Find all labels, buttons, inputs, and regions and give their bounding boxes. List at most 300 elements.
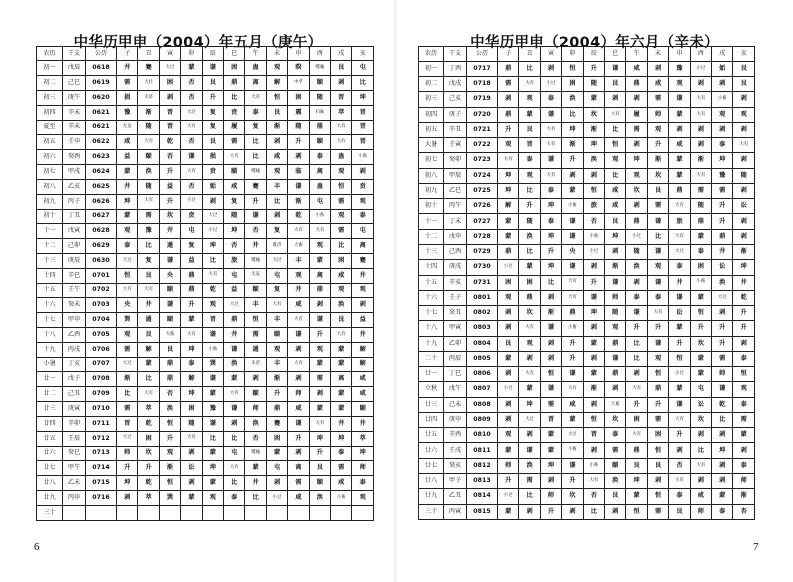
hexagram-cell: 谦: [540, 321, 561, 336]
gregorian-date-cell: 0706: [86, 342, 117, 357]
hexagram-cell: 蒙: [540, 443, 561, 458]
hexagram-cell: 噬嗑: [245, 253, 266, 268]
hexagram-cell: 观: [712, 107, 733, 122]
hexagram-cell: 随: [224, 209, 245, 224]
hexagram-cell: 蒙: [498, 351, 519, 366]
hexagram-cell: 小过: [202, 224, 223, 239]
hexagram-cell: 大有: [202, 268, 223, 283]
column-header: 寅: [159, 47, 180, 61]
hexagram-cell: 涣: [224, 357, 245, 372]
hexagram-cell: 剥: [519, 351, 540, 366]
hexagram-cell: 大有: [224, 461, 245, 476]
hexagram-cell: 剥: [626, 92, 647, 107]
hexagram-cell: 随: [309, 91, 330, 106]
hexagram-cell: 晋: [540, 412, 561, 427]
hexagram-cell: 蒙: [266, 446, 287, 461]
hexagram-cell: 噬嗑: [309, 61, 330, 76]
hexagram-cell: 观: [733, 107, 755, 122]
hexagram-cell: 大有: [669, 474, 690, 489]
hexagram-cell: 井: [352, 328, 374, 343]
hexagram-cell: 小过: [626, 229, 647, 244]
hexagram-cell: 泰: [669, 260, 690, 275]
hexagram-cell: 晋: [117, 416, 138, 431]
gregorian-date-cell: 0702: [86, 283, 117, 298]
hexagram-cell: 小过: [498, 489, 519, 504]
hexagram-cell: 剥: [288, 150, 309, 165]
table-row: [37, 135, 374, 150]
hexagram-cell: 蒙: [245, 461, 266, 476]
hexagram-cell: 剥: [288, 372, 309, 387]
lunar-day-cell: 廿三: [419, 397, 444, 412]
ganzhi-cell: 戊寅: [63, 224, 86, 239]
hexagram-cell: 恒: [583, 412, 604, 427]
ganzhi-cell: 丙辰: [444, 351, 467, 366]
hexagram-cell: 中孚: [288, 76, 309, 91]
hexagram-cell: 蒙: [669, 382, 690, 397]
hexagram-cell: 比: [138, 239, 159, 254]
hexagram-cell: 需: [540, 397, 561, 412]
hexagram-cell: 复: [224, 194, 245, 209]
ganzhi-cell: [63, 505, 86, 520]
hexagram-cell: 渐: [605, 260, 626, 275]
hexagram-cell: 萃: [331, 105, 352, 120]
gregorian-date-cell: 0813: [467, 474, 498, 489]
hexagram-cell: 艮: [159, 342, 180, 357]
hexagram-cell: 观: [498, 138, 519, 153]
hexagram-cell: 剥: [669, 122, 690, 137]
hexagram-cell: 升: [562, 474, 583, 489]
hexagram-cell: 剥: [583, 443, 604, 458]
hexagram-cell: 大有: [309, 416, 330, 431]
gregorian-date-cell: 0809: [467, 412, 498, 427]
hexagram-cell: 咸: [331, 476, 352, 491]
hexagram-cell: 恒: [540, 367, 561, 382]
hexagram-cell: 否: [669, 458, 690, 473]
hexagram-cell: 未济: [245, 357, 266, 372]
hexagram-cell: 坤: [352, 91, 374, 106]
hexagram-cell: 谦: [224, 342, 245, 357]
gregorian-date-cell: 0626: [86, 194, 117, 209]
hexagram-cell: 蒙: [690, 229, 711, 244]
hexagram-cell: 坤: [540, 229, 561, 244]
hexagram-cell: 大畜: [288, 239, 309, 254]
hexagram-cell: 坎: [690, 412, 711, 427]
hexagram-cell: 剥: [733, 443, 755, 458]
hexagram-cell: 涣: [245, 416, 266, 431]
hexagram-cell: 谦: [583, 290, 604, 305]
hexagram-cell: 颐: [309, 135, 330, 150]
hexagram-cell: 讼: [181, 461, 202, 476]
hexagram-cell: 蒙: [309, 357, 330, 372]
hexagram-cell: 谦: [309, 313, 330, 328]
hexagram-cell: 睽: [288, 61, 309, 76]
hexagram-cell: 蒙: [498, 443, 519, 458]
hexagram-cell: 大壮: [138, 76, 159, 91]
hexagram-cell: 讼: [712, 260, 733, 275]
hexagram-cell: 泰: [540, 92, 561, 107]
lunar-day-cell: 大暑: [419, 138, 444, 153]
hexagram-cell: 剥: [626, 275, 647, 290]
hexagram-cell: 需: [117, 76, 138, 91]
hexagram-cell: 谦: [562, 367, 583, 382]
hexagram-cell: 颐: [352, 402, 374, 417]
column-header: 干支: [63, 47, 86, 61]
hexagram-cell: 咸: [690, 489, 711, 504]
hexagram-cell: 复: [266, 283, 287, 298]
hexagram-cell: 需: [712, 351, 733, 366]
lunar-day-cell: 廿四: [419, 412, 444, 427]
hexagram-cell: 离: [352, 239, 374, 254]
hexagram-cell: 大有: [138, 135, 159, 150]
hexagram-cell: 恒: [669, 351, 690, 366]
hexagram-cell: 需: [309, 372, 330, 387]
hexagram-cell: 蒙: [669, 153, 690, 168]
hexagram-cell: 剥: [181, 476, 202, 491]
hexagram-cell: 比: [245, 150, 266, 165]
hexagram-cell: 艮: [331, 61, 352, 76]
hexagram-cell: 旅: [583, 199, 604, 214]
hexagram-cell: 离: [309, 268, 330, 283]
hexagram-cell: 泰: [540, 183, 561, 198]
hexagram-cell: 观: [266, 342, 287, 357]
hexagram-cell: 剥: [331, 76, 352, 91]
hexagram-cell: 剥: [181, 446, 202, 461]
hexagram-cell: 艮: [733, 61, 755, 76]
hexagram-cell: 鼎: [626, 77, 647, 92]
ganzhi-cell: 甲戌: [63, 165, 86, 180]
lunar-day-cell: 十九: [37, 342, 63, 357]
table-row: [419, 321, 755, 336]
hexagram-cell: 鼎: [309, 283, 330, 298]
ganzhi-cell: 丁巳: [444, 367, 467, 382]
hexagram-cell: 升: [669, 336, 690, 351]
ganzhi-cell: 丙戌: [63, 342, 86, 357]
hexagram-cell: 剥: [583, 397, 604, 412]
left-page: [0, 0, 396, 582]
hexagram-cell: 央: [117, 298, 138, 313]
hexagram-cell: 蒙: [519, 260, 540, 275]
hexagram-cell: 升: [519, 199, 540, 214]
column-header: 公历: [467, 47, 498, 62]
hexagram-cell: 坎: [690, 336, 711, 351]
hexagram-cell: 谦: [224, 402, 245, 417]
hexagram-cell: 困: [519, 275, 540, 290]
hexagram-cell: 艮: [519, 122, 540, 137]
hexagram-cell: 屯: [266, 268, 287, 283]
hexagram-cell: 困: [224, 61, 245, 76]
page-title: 中华历甲申（2004）年六月（辛未）: [470, 35, 719, 51]
hexagram-cell: 坤: [224, 224, 245, 239]
hexagram-cell: 颐: [159, 283, 180, 298]
hexagram-cell: 蒙: [224, 372, 245, 387]
hexagram-cell: 蒙: [712, 489, 733, 504]
hexagram-cell: 剥: [498, 92, 519, 107]
hexagram-cell: 剥: [498, 412, 519, 427]
hexagram-cell: 升: [562, 351, 583, 366]
gregorian-date-cell: [86, 505, 117, 520]
table-row: [419, 367, 755, 382]
hexagram-cell: 晋: [202, 313, 223, 328]
hexagram-cell: 讼: [690, 397, 711, 412]
hexagram-cell: 艮: [498, 336, 519, 351]
hexagram-cell: 复: [266, 224, 287, 239]
lunar-day-cell: 初五: [37, 135, 63, 150]
lunar-day-cell: 十四: [37, 268, 63, 283]
gregorian-date-cell: 0806: [467, 367, 498, 382]
hexagram-cell: 泰: [224, 490, 245, 505]
hexagram-cell: 艮: [202, 135, 223, 150]
table-row: [419, 474, 755, 489]
hexagram-cell: 大有: [519, 367, 540, 382]
hexagram-cell: 否: [181, 91, 202, 106]
hexagram-cell: 鼎: [498, 107, 519, 122]
hexagram-cell: 否: [245, 431, 266, 446]
hexagram-cell: 蒙: [181, 61, 202, 76]
hexagram-cell: 损: [202, 150, 223, 165]
hexagram-cell: 解: [181, 372, 202, 387]
column-header: 卯: [181, 47, 202, 61]
ganzhi-cell: 丙申: [63, 490, 86, 505]
hexagram-cell: 坤: [562, 122, 583, 137]
gregorian-date-cell: 0718: [467, 77, 498, 92]
hexagram-cell: 解: [352, 342, 374, 357]
hexagram-cell: 大过: [266, 253, 287, 268]
hexagram-cell: 困: [138, 431, 159, 446]
ganzhi-cell: 庚辰: [63, 253, 86, 268]
hexagram-cell: 咸: [288, 402, 309, 417]
hexagram-cell: 离: [309, 165, 330, 180]
hexagram-cell: 小畜: [583, 229, 604, 244]
hexagram-cell: 坤: [583, 306, 604, 321]
hexagram-cell: 谦: [159, 253, 180, 268]
hexagram-cell: 剥: [540, 61, 561, 76]
table-row: [37, 150, 374, 165]
gregorian-date-cell: 0808: [467, 397, 498, 412]
table-row: [37, 179, 374, 194]
hexagram-cell: 需: [498, 77, 519, 92]
hexagram-cell: 大过: [117, 431, 138, 446]
hexagram-cell: 坤: [605, 229, 626, 244]
hexagram-cell: 否: [583, 489, 604, 504]
hexagram-cell: 坤: [498, 168, 519, 183]
hexagram-cell: 蒙: [690, 290, 711, 305]
hexagram-cell: 乾: [733, 290, 755, 305]
hexagram-cell: 剥: [352, 298, 374, 313]
gregorian-date-cell: 0724: [467, 168, 498, 183]
hexagram-cell: 晋: [583, 428, 604, 443]
table-row: [37, 91, 374, 106]
ganzhi-cell: 辛亥: [444, 275, 467, 290]
hexagram-cell: 乾: [712, 397, 733, 412]
hexagram-cell: 既济: [266, 239, 287, 254]
hexagram-cell: 复: [202, 120, 223, 135]
hexagram-cell: 谦: [605, 61, 626, 76]
hexagram-cell: [224, 505, 245, 520]
hexagram-cell: 泰: [712, 504, 733, 519]
gregorian-date-cell: 0716: [86, 490, 117, 505]
hexagram-cell: 坤: [117, 194, 138, 209]
ganzhi-cell: 己卯: [63, 239, 86, 254]
hexagram-cell: 小过: [266, 490, 287, 505]
hexagram-cell: 姤: [202, 179, 223, 194]
hexagram-cell: 咸: [352, 372, 374, 387]
hexagram-cell: 比: [202, 431, 223, 446]
hexagram-cell: 剥: [266, 209, 287, 224]
hexagram-cell: 大过: [669, 245, 690, 260]
hexagram-cell: 升: [181, 298, 202, 313]
lunar-day-cell: 十一: [37, 224, 63, 239]
hexagram-cell: 困: [266, 431, 287, 446]
column-header: 寅: [540, 47, 561, 62]
hexagram-cell: 咸: [669, 138, 690, 153]
hexagram-cell: 剥: [626, 367, 647, 382]
hexagram-cell: 师: [540, 489, 561, 504]
hexagram-cell: 离: [331, 372, 352, 387]
hexagram-cell: 大有: [669, 199, 690, 214]
hexagram-cell: 升: [562, 153, 583, 168]
hexagram-cell: 剥: [202, 194, 223, 209]
hexagram-cell: 井: [288, 283, 309, 298]
ganzhi-cell: 壬午: [63, 283, 86, 298]
lunar-day-cell: 初二: [37, 76, 63, 91]
hexagram-cell: 大有: [181, 328, 202, 343]
hexagram-cell: 升: [647, 397, 668, 412]
hexagram-cell: 观: [352, 283, 374, 298]
hexagram-cell: 贲: [181, 209, 202, 224]
hexagram-cell: 大有: [498, 153, 519, 168]
hexagram-cell: 观: [331, 283, 352, 298]
hexagram-cell: 升: [117, 461, 138, 476]
hexagram-cell: 渐: [562, 138, 583, 153]
hexagram-cell: 剥: [583, 260, 604, 275]
hexagram-cell: 剥: [712, 77, 733, 92]
hexagram-cell: 比: [224, 431, 245, 446]
hexagram-cell: 咸: [605, 183, 626, 198]
hexagram-cell: 巽: [159, 490, 180, 505]
gregorian-date-cell: 0726: [467, 199, 498, 214]
gregorian-date-cell: 0713: [86, 446, 117, 461]
hexagram-cell: 小过: [690, 61, 711, 76]
hexagram-cell: 比: [117, 387, 138, 402]
hexagram-cell: 比: [519, 245, 540, 260]
gregorian-date-cell: 0811: [467, 443, 498, 458]
column-header: 巳: [224, 47, 245, 61]
hexagram-cell: 涣: [309, 490, 330, 505]
hexagram-cell: 剥: [519, 504, 540, 519]
hexagram-cell: 颐: [309, 76, 330, 91]
lunar-day-cell: 初五: [419, 122, 444, 137]
hexagram-cell: 坤: [540, 458, 561, 473]
hexagram-cell: 损: [117, 91, 138, 106]
hexagram-cell: 升: [647, 321, 668, 336]
table-row: [419, 199, 755, 214]
hexagram-cell: 师: [605, 290, 626, 305]
lunar-day-cell: 初十: [419, 199, 444, 214]
table-row: [419, 183, 755, 198]
hexagram-cell: 遁: [138, 313, 159, 328]
table-row: [419, 397, 755, 412]
table-row: [419, 458, 755, 473]
gregorian-date-cell: 0803: [467, 321, 498, 336]
hexagram-cell: 大有: [138, 387, 159, 402]
hexagram-cell: 晋: [352, 135, 374, 150]
table-row: [37, 357, 374, 372]
hexagram-cell: [138, 505, 159, 520]
hexagram-cell: 比: [519, 183, 540, 198]
lunar-day-cell: 初三: [419, 92, 444, 107]
hexagram-cell: 大有: [266, 298, 287, 313]
hexagram-cell: 剥: [647, 474, 668, 489]
table-row: [37, 209, 374, 224]
table-row: [419, 336, 755, 351]
hexagram-cell: 无妄: [245, 268, 266, 283]
hexagram-cell: 井: [733, 275, 755, 290]
hexagram-cell: 剥: [288, 342, 309, 357]
hexagram-cell: 井: [117, 61, 138, 76]
column-header: 农历: [419, 47, 444, 62]
hexagram-cell: 小畜: [562, 199, 583, 214]
hexagram-cell: 坤: [626, 474, 647, 489]
gregorian-date-cell: 0630: [86, 253, 117, 268]
hexagram-cell: 益: [224, 283, 245, 298]
hexagram-cell: 鼎: [647, 382, 668, 397]
hexagram-cell: 谦: [669, 92, 690, 107]
hexagram-cell: 谦: [202, 61, 223, 76]
gregorian-date-cell: 0619: [86, 76, 117, 91]
hexagram-cell: 大有: [224, 150, 245, 165]
hexagram-cell: 渐: [583, 382, 604, 397]
hexagram-cell: 颐: [224, 165, 245, 180]
ganzhi-cell: 壬戌: [444, 443, 467, 458]
gregorian-date-cell: 0627: [86, 209, 117, 224]
lunar-day-cell: 十七: [37, 313, 63, 328]
hexagram-cell: 师: [733, 474, 755, 489]
hexagram-cell: 否: [224, 239, 245, 254]
hexagram-cell: 鼎: [181, 268, 202, 283]
hexagram-cell: 坎: [138, 446, 159, 461]
table-row: [37, 268, 374, 283]
hexagram-cell: 蒙: [181, 313, 202, 328]
hexagram-cell: 谦: [712, 382, 733, 397]
hexagram-cell: 坤: [733, 260, 755, 275]
hexagram-cell: 蒙: [309, 402, 330, 417]
lunar-day-cell: 十七: [419, 306, 444, 321]
hexagram-cell: 大过: [712, 290, 733, 305]
table-row: [37, 165, 374, 180]
hexagram-cell: 恒: [331, 179, 352, 194]
hexagram-cell: 渐: [288, 194, 309, 209]
gregorian-date-cell: 0625: [86, 179, 117, 194]
hexagram-cell: 升: [498, 474, 519, 489]
table-row: [419, 412, 755, 427]
ganzhi-cell: 辛酉: [444, 428, 467, 443]
hexagram-cell: 观: [519, 168, 540, 183]
hexagram-cell: 蒙: [733, 428, 755, 443]
hexagram-cell: 咸: [605, 199, 626, 214]
table-row: [419, 443, 755, 458]
hexagram-cell: 剥: [224, 416, 245, 431]
hexagram-cell: 泰: [519, 153, 540, 168]
hexagram-cell: [159, 505, 180, 520]
table-row: [419, 245, 755, 260]
hexagram-cell: 讼: [669, 306, 690, 321]
hexagram-cell: 随: [583, 77, 604, 92]
gregorian-date-cell: 0805: [467, 351, 498, 366]
hexagram-cell: 升: [733, 321, 755, 336]
hexagram-cell: 大有: [669, 412, 690, 427]
ganzhi-cell: 丁亥: [63, 357, 86, 372]
gregorian-date-cell: 0621: [86, 120, 117, 135]
